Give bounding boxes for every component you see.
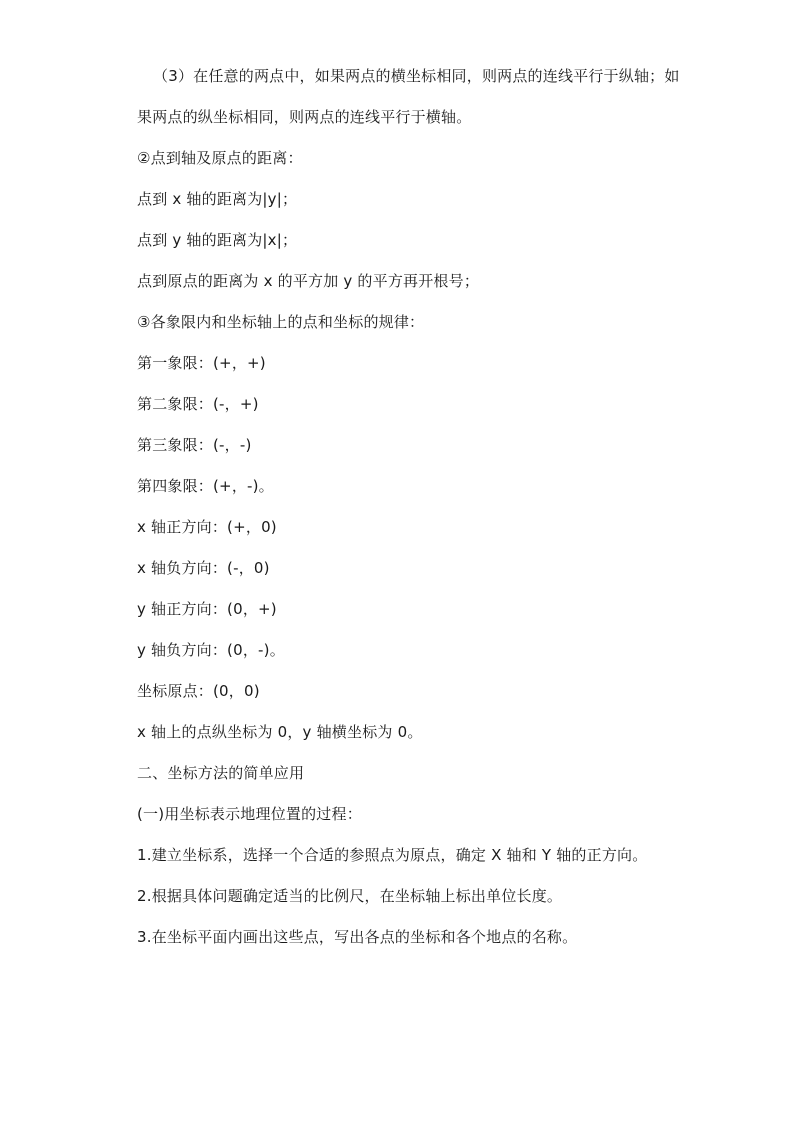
text-line: 点到 y 轴的距离为|x|；: [137, 231, 298, 249]
subsection-heading: (一)用坐标表示地理位置的过程：: [137, 805, 362, 823]
text-line: ②点到轴及原点的距离：: [137, 149, 303, 167]
text-line: ③各象限内和坐标轴上的点和坐标的规律：: [137, 313, 425, 331]
text-line: x 轴负方向：(-，0): [137, 559, 270, 577]
text-line: 第二象限：(-，+): [137, 395, 259, 413]
text-line: x 轴正方向：(+，0): [137, 518, 277, 536]
section-heading: 二、坐标方法的简单应用: [137, 764, 305, 782]
text-line: 点到原点的距离为 x 的平方加 y 的平方再开根号；: [137, 272, 480, 290]
text-line: 第一象限：(+，+): [137, 354, 266, 372]
text-line: 第四象限：(+，-)。: [137, 477, 274, 495]
text-line: y 轴正方向：(0，+): [137, 600, 277, 618]
list-item: 2.根据具体问题确定适当的比例尺，在坐标轴上标出单位长度。: [137, 887, 563, 905]
text-line: x 轴上的点纵坐标为 0，y 轴横坐标为 0。: [137, 723, 423, 741]
text-line: 第三象限：(-，-): [137, 436, 252, 454]
text-line: 果两点的纵坐标相同，则两点的连线平行于横轴。: [137, 108, 472, 126]
text-line: y 轴负方向：(0，-)。: [137, 641, 285, 659]
text-line: （3）在任意的两点中，如果两点的横坐标相同，则两点的连线平行于纵轴；如: [153, 67, 680, 85]
list-item: 1.建立坐标系，选择一个合适的参照点为原点，确定 X 轴和 Y 轴的正方向。: [137, 846, 648, 864]
list-item: 3.在坐标平面内画出这些点，写出各点的坐标和各个地点的名称。: [137, 928, 578, 946]
text-line: 坐标原点：(0，0): [137, 682, 260, 700]
text-line: 点到 x 轴的距离为|y|；: [137, 190, 298, 208]
